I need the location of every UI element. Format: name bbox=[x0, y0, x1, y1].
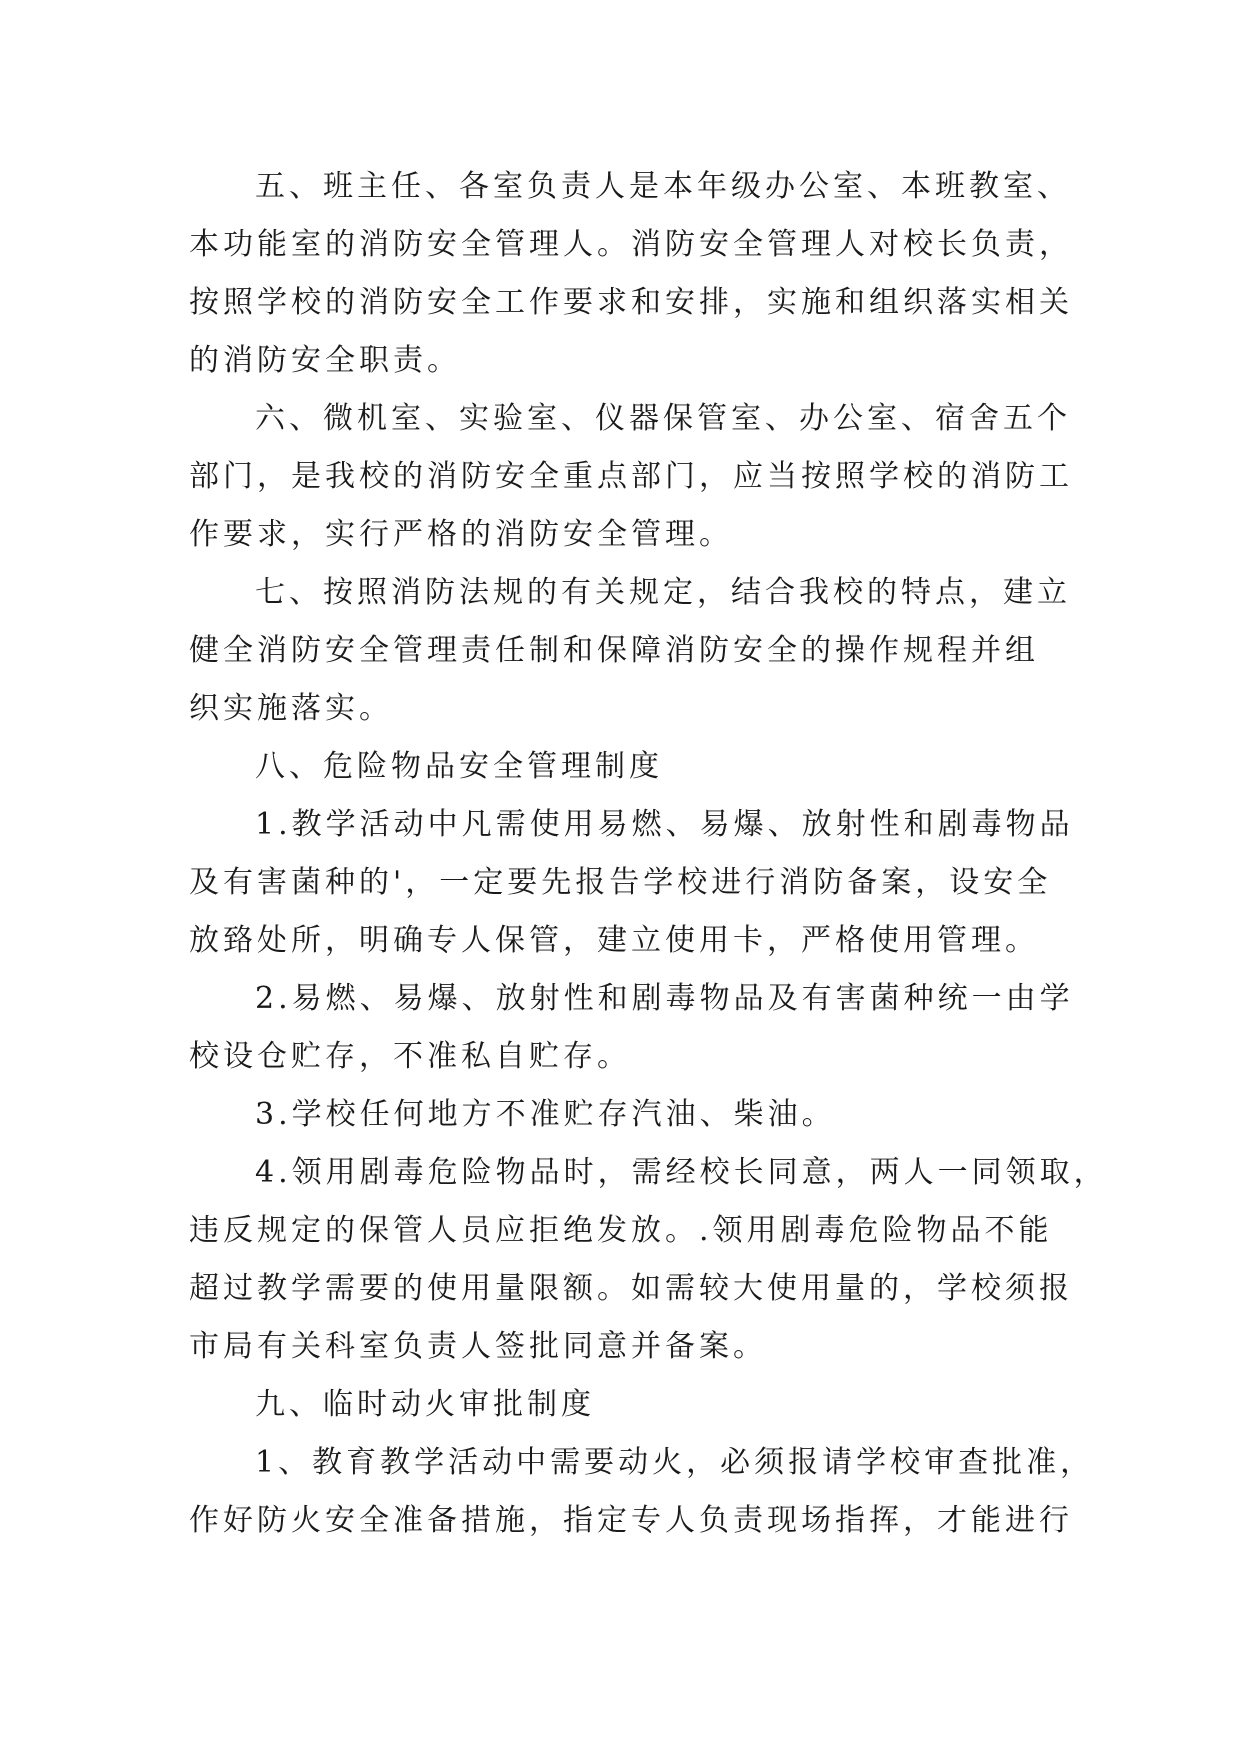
paragraph-line: 六、微机室、实验室、仪器保管室、办公室、宿舍五个 bbox=[255, 401, 1071, 436]
document-body bbox=[189, 158, 1108, 1550]
paragraph-line: 织实施落实。 bbox=[189, 691, 393, 726]
paragraph-line: 作要求，实行严格的消防安全管理。 bbox=[189, 517, 733, 552]
paragraph-line: 4.领用剧毒危险物品时，需经校长同意，两人一同领取， bbox=[255, 1155, 1108, 1190]
section-heading: 九、临时动火审批制度 bbox=[255, 1387, 595, 1422]
paragraph-line: 的消防安全职责。 bbox=[189, 343, 461, 378]
paragraph-line: 五、班主任、各室负责人是本年级办公室、本班教室、 bbox=[255, 169, 1071, 204]
section-heading: 八、危险物品安全管理制度 bbox=[255, 749, 663, 784]
paragraph-line: 作好防火安全准备措施，指定专人负责现场指挥，才能进行 bbox=[189, 1503, 1073, 1538]
paragraph-line: 部门，是我校的消防安全重点部门，应当按照学校的消防工 bbox=[189, 459, 1073, 494]
paragraph-line: 及有害菌种的'，一定要先报告学校进行消防备案，设安全 bbox=[189, 865, 1052, 900]
paragraph-line: 3.学校任何地方不准贮存汽油、柴油。 bbox=[255, 1097, 836, 1132]
paragraph-line: 1.教学活动中凡需使用易燃、易爆、放射性和剧毒物品 bbox=[255, 807, 1074, 842]
paragraph-line: 七、按照消防法规的有关规定，结合我校的特点，建立 bbox=[255, 575, 1071, 610]
paragraph-line: 校设仓贮存，不准私自贮存。 bbox=[189, 1039, 631, 1074]
paragraph-line: 超过教学需要的使用量限额。如需较大使用量的，学校须报 bbox=[189, 1271, 1073, 1306]
paragraph-line: 按照学校的消防安全工作要求和安排，实施和组织落实相关 bbox=[189, 285, 1073, 320]
paragraph-line: 本功能室的消防安全管理人。消防安全管理人对校长负责， bbox=[189, 227, 1073, 262]
paragraph-line: 健全消防安全管理责任制和保障消防安全的操作规程并组 bbox=[189, 633, 1039, 668]
paragraph-line: 1、教育教学活动中需要动火，必须报请学校审查批准， bbox=[255, 1445, 1095, 1480]
paragraph-line: 违反规定的保管人员应拒绝发放。.领用剧毒危险物品不能 bbox=[189, 1213, 1053, 1248]
paragraph-line: 放臵处所，明确专人保管，建立使用卡，严格使用管理。 bbox=[189, 923, 1039, 958]
paragraph-line: 2.易燃、易爆、放射性和剧毒物品及有害菌种统一由学 bbox=[255, 981, 1074, 1016]
paragraph-line: 市局有关科室负责人签批同意并备案。 bbox=[189, 1329, 767, 1364]
